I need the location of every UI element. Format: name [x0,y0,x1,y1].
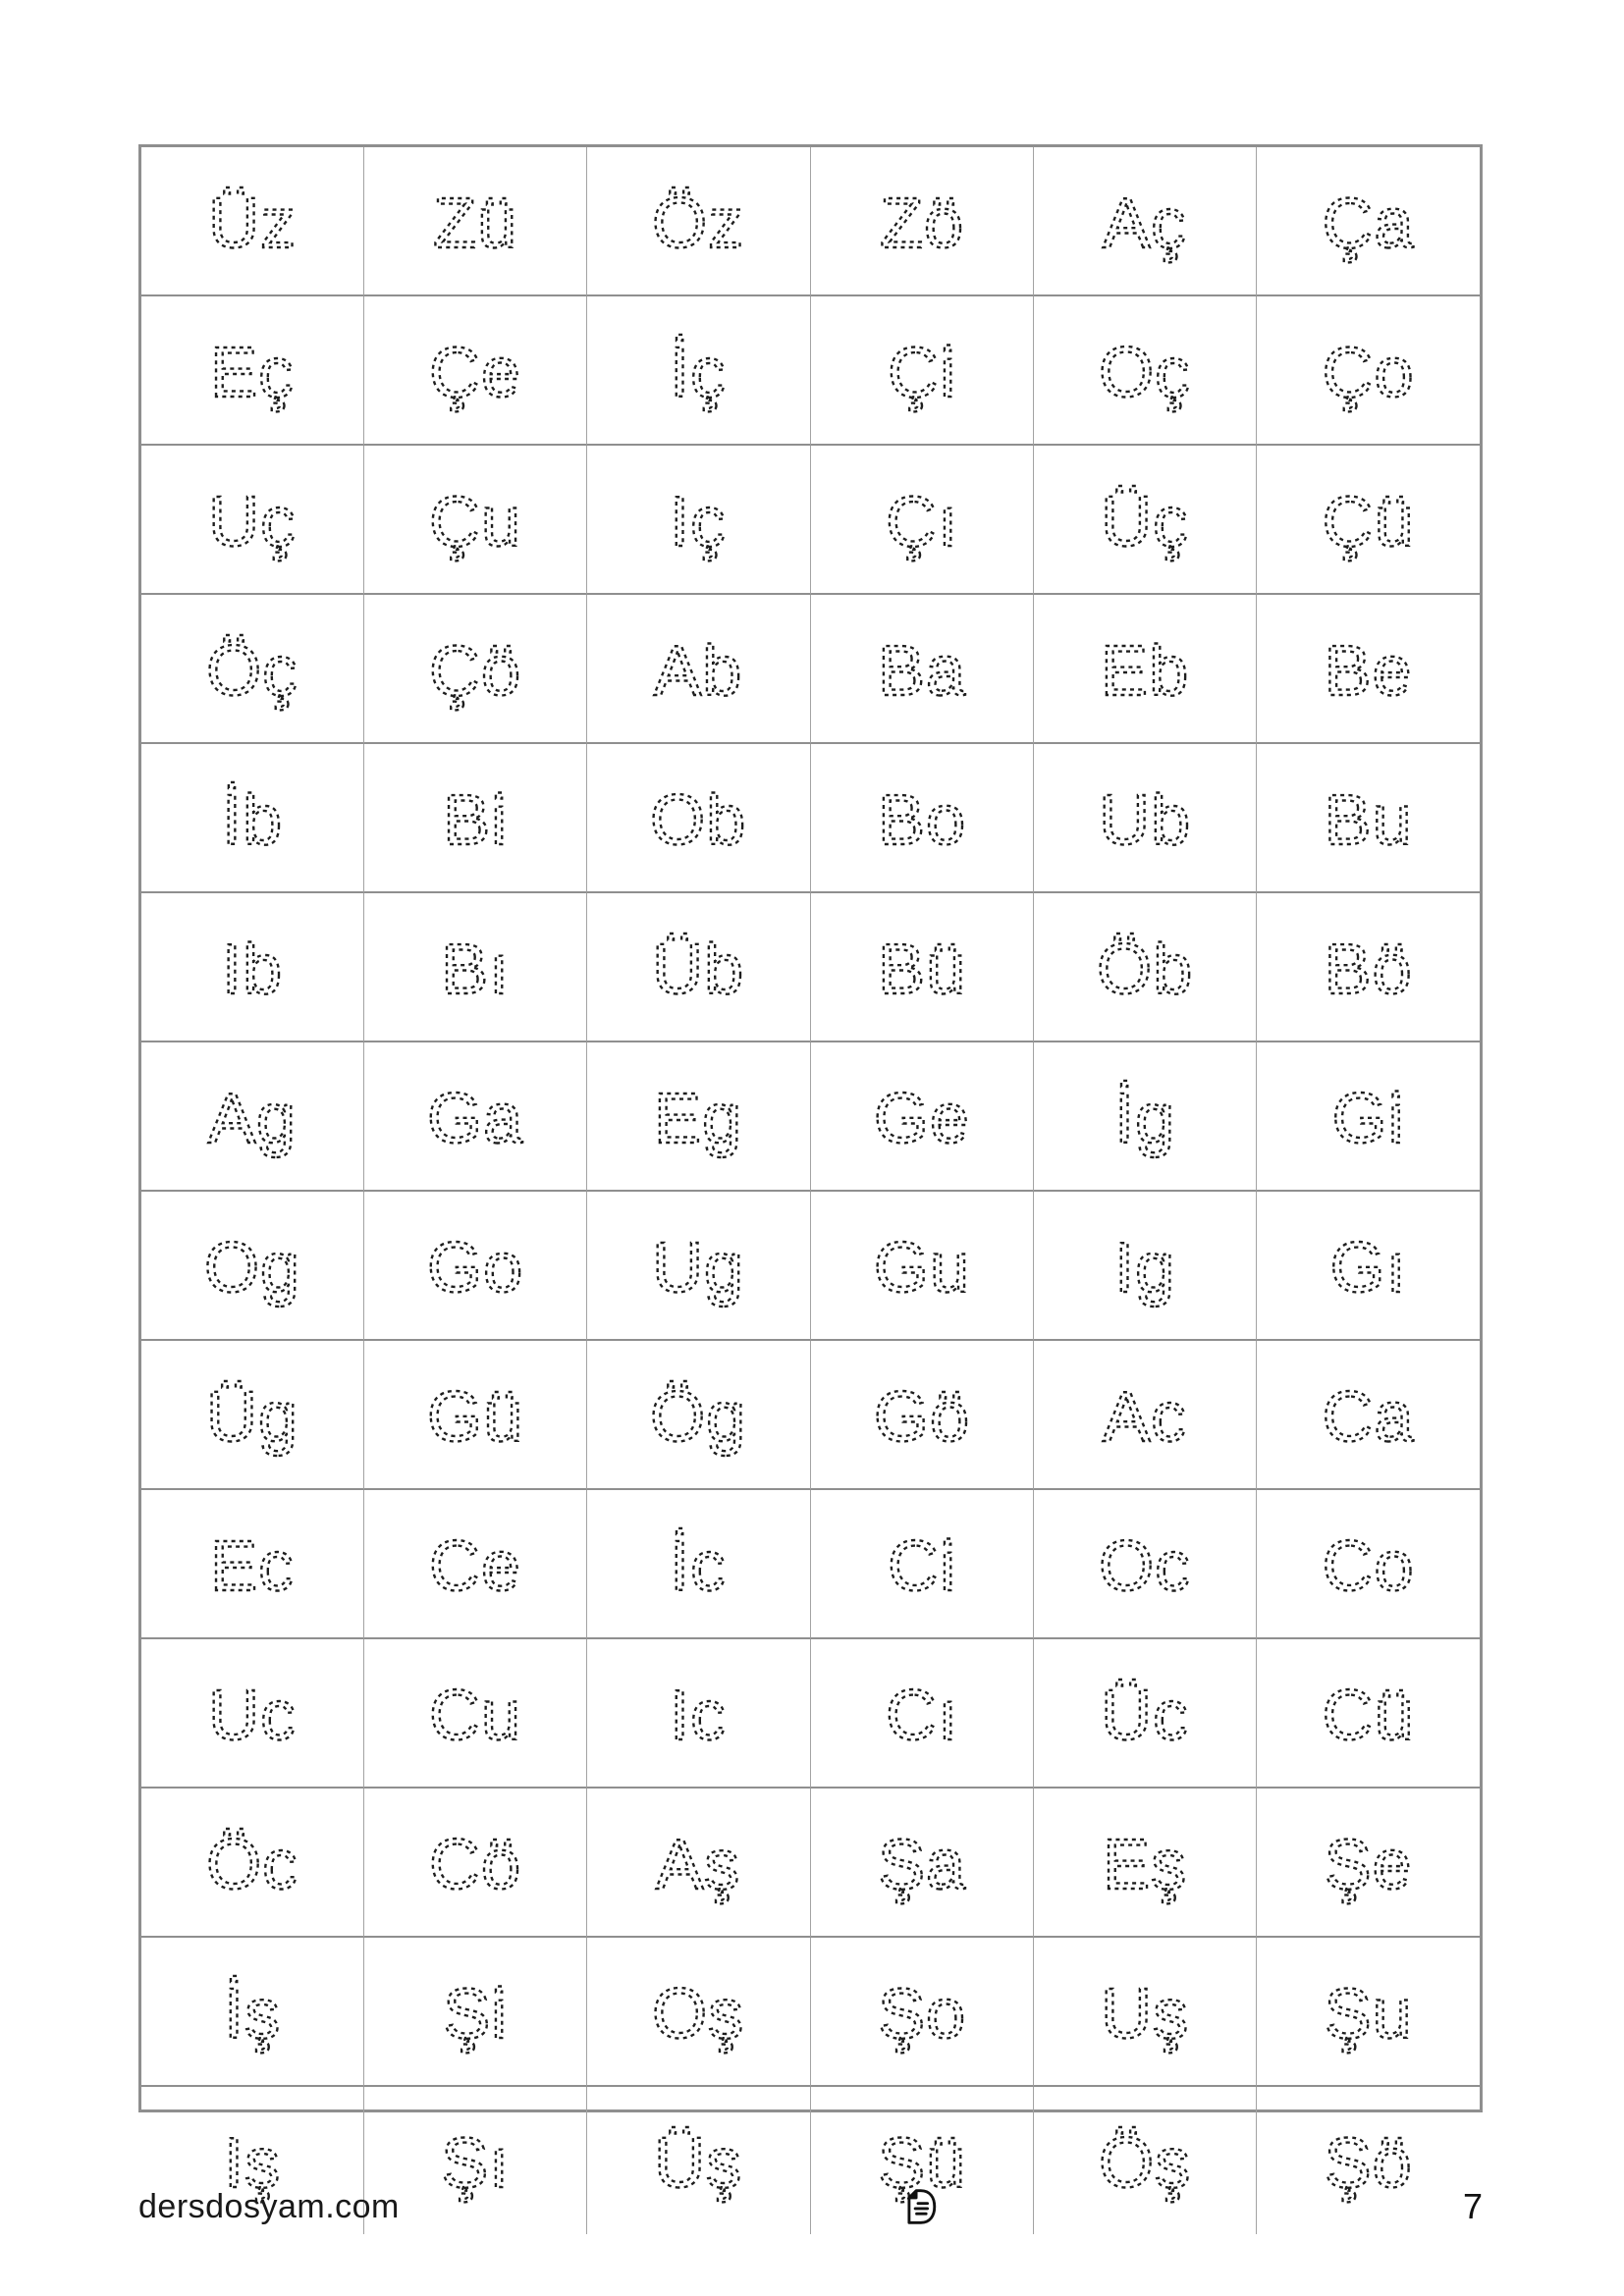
trace-letters-canvas [1034,1938,1256,2085]
trace-letter-pair: Çö [429,632,522,711]
trace-letters-canvas [364,595,586,742]
trace-letters-canvas [1034,446,1256,593]
trace-letter-pair: Aş [656,1826,741,1904]
trace-cell [1034,147,1257,296]
trace-cell [587,1042,810,1192]
trace-letter-pair: Ac [1102,1378,1187,1457]
trace-letter-pair: Ig [1113,1229,1175,1308]
trace-letter-pair: Bi [443,781,509,860]
trace-letters-canvas [587,1639,809,1787]
trace-letters-canvas [364,1341,586,1488]
trace-cell [1257,1192,1480,1341]
trace-letter-pair: Ço [1322,334,1415,412]
trace-cell [1257,1490,1480,1639]
trace-letter-pair: Ce [429,1527,522,1606]
trace-letters-canvas [587,1042,809,1190]
trace-letter-pair: Ga [427,1080,524,1158]
trace-cell [1257,446,1480,595]
trace-cell [364,296,587,446]
trace-letters-canvas [1034,1192,1256,1339]
trace-letter-pair: Gü [427,1378,524,1457]
trace-letter-pair: Og [204,1229,301,1308]
trace-letter-pair: Ib [222,931,284,1009]
trace-cell [364,1639,587,1789]
trace-cell [1034,1639,1257,1789]
trace-letters-canvas [364,1192,586,1339]
trace-letter-pair: Be [1324,632,1413,711]
trace-cell [1034,1341,1257,1490]
trace-cell [364,893,587,1042]
trace-cell [811,595,1034,744]
trace-cell [141,1490,364,1639]
trace-cell [1034,1192,1257,1341]
trace-letter-pair: Üç [1100,483,1189,561]
trace-letters-canvas [811,1789,1033,1936]
trace-cell [141,1192,364,1341]
trace-letter-pair: Şu [1324,1975,1413,2054]
trace-letter-pair: Ic [670,1677,728,1755]
trace-cell [364,446,587,595]
trace-cell [1257,595,1480,744]
trace-letters-canvas [141,1341,363,1488]
trace-letters-canvas [1034,1042,1256,1190]
trace-letter-pair: Üg [206,1378,299,1457]
trace-letter-pair: Üş [654,2124,743,2203]
trace-letter-pair: Zö [879,185,964,263]
trace-letter-pair: Cu [429,1677,522,1755]
trace-letters-canvas [364,147,586,294]
trace-letter-pair: Oç [1098,334,1191,412]
trace-letter-pair: Üz [208,185,298,263]
trace-letters-canvas [1257,1490,1480,1637]
page-number: 7 [1462,2186,1483,2226]
trace-letters-canvas [587,1341,809,1488]
trace-letters-canvas [141,1938,363,2085]
trace-letter-pair: Ög [650,1378,747,1457]
trace-cell [364,1490,587,1639]
trace-cell [587,1341,810,1490]
trace-cell [587,446,810,595]
trace-letters-canvas [364,893,586,1041]
trace-letter-pair: Cö [429,1826,522,1904]
trace-cell [811,446,1034,595]
trace-letters-canvas [1034,296,1256,444]
trace-letter-pair: Go [427,1229,524,1308]
trace-cell [1034,595,1257,744]
trace-letter-pair: Bo [877,781,966,860]
trace-cell [587,1639,810,1789]
trace-cell [364,147,587,296]
trace-cell [141,1341,364,1490]
trace-letter-pair: Eş [1102,1826,1187,1904]
trace-letters-canvas [141,893,363,1041]
trace-letters-canvas [587,1490,809,1637]
trace-letters-canvas [811,893,1033,1041]
trace-letter-pair: İg [1113,1080,1175,1158]
trace-cell [1034,1938,1257,2087]
trace-letter-pair: Öb [1096,931,1193,1009]
trace-letter-pair: Öş [1098,2124,1191,2203]
trace-letters-canvas [811,1490,1033,1637]
trace-letters-canvas [1257,893,1480,1041]
trace-letters-canvas [141,147,363,294]
trace-cell [364,744,587,893]
trace-letter-pair: Çe [429,334,522,412]
trace-letter-pair: Gi [1331,1080,1405,1158]
trace-cell [1257,893,1480,1042]
trace-cell [1257,296,1480,446]
trace-cell [587,1938,810,2087]
footer [138,2181,1483,2232]
trace-letters-canvas [587,446,809,593]
trace-cell [587,296,810,446]
trace-letters-canvas [811,1042,1033,1190]
trace-letters-canvas [141,595,363,742]
trace-cell [141,1789,364,1938]
trace-cell [1257,1341,1480,1490]
trace-cell [364,1341,587,1490]
trace-letter-pair: Cı [885,1677,958,1755]
trace-letters-canvas [1034,147,1256,294]
trace-letters-canvas [811,446,1033,593]
trace-cell [587,1490,810,1639]
trace-cell [1034,446,1257,595]
trace-letter-pair: Cü [1322,1677,1415,1755]
trace-letters-canvas [141,1192,363,1339]
trace-cell [811,1042,1034,1192]
trace-cell [141,595,364,744]
trace-letters-canvas [587,744,809,891]
trace-letters-canvas [587,1192,809,1339]
trace-letters-canvas [141,1490,363,1637]
trace-letters-canvas [141,1639,363,1787]
trace-cell [1034,1042,1257,1192]
trace-cell [811,893,1034,1042]
trace-cell [364,1192,587,1341]
trace-cell [141,446,364,595]
trace-cell [1257,744,1480,893]
trace-letters-canvas [587,1938,809,2085]
trace-letter-pair: Oc [1098,1527,1191,1606]
trace-letter-pair: Iç [670,483,728,561]
trace-cell [141,1639,364,1789]
trace-letter-pair: Iş [224,2124,282,2203]
trace-letters-canvas [1034,744,1256,891]
trace-letter-pair: Gı [1329,1229,1407,1308]
trace-letter-pair: Uc [208,1677,298,1755]
trace-letter-pair: Ab [654,632,743,711]
trace-letter-pair: Şü [877,2124,966,2203]
trace-cell [811,1490,1034,1639]
trace-cell [141,744,364,893]
trace-letters-canvas [587,1789,809,1936]
trace-cell [811,1192,1034,1341]
trace-letters-canvas [1034,1639,1256,1787]
trace-letter-pair: Çü [1322,483,1415,561]
trace-letter-pair: Gö [873,1378,970,1457]
trace-letters-canvas [364,446,586,593]
trace-letters-canvas [811,744,1033,891]
trace-letters-canvas [141,1042,363,1190]
trace-letters-canvas [811,147,1033,294]
trace-cell [811,296,1034,446]
trace-letter-pair: İç [670,334,728,412]
letter-tracing-grid [138,144,1483,2203]
trace-letter-pair: Eç [210,334,296,412]
trace-letters-canvas [811,1192,1033,1339]
trace-letters-canvas [1257,1341,1480,1488]
trace-cell [811,1341,1034,1490]
trace-letters-canvas [1257,595,1480,742]
trace-letters-canvas [364,744,586,891]
footer-website: dersdosyam.com [138,2187,400,2225]
trace-letters-canvas [141,1789,363,1936]
trace-cell [1034,744,1257,893]
trace-letters-canvas [1034,1789,1256,1936]
trace-letter-pair: Bü [877,931,966,1009]
trace-cell [587,744,810,893]
trace-cell [364,1789,587,1938]
trace-cell [1034,296,1257,446]
trace-letter-pair: Oş [652,1975,745,2054]
trace-letter-pair: İc [670,1527,728,1606]
trace-cell [811,1938,1034,2087]
trace-letter-pair: Ge [873,1080,970,1158]
trace-letter-pair: Co [1322,1527,1415,1606]
trace-letters-canvas [1257,446,1480,593]
trace-letter-pair: Şi [443,1975,509,2054]
trace-letters-canvas [811,1341,1033,1488]
trace-letters-canvas [1034,893,1256,1041]
trace-cell [1257,147,1480,296]
trace-cell [587,1789,810,1938]
trace-letter-pair: Uç [208,483,298,561]
trace-letters-canvas [1257,147,1480,294]
trace-letter-pair: Çı [885,483,958,561]
trace-letters-canvas [1257,1639,1480,1787]
trace-cell [1257,1639,1480,1789]
trace-letters-canvas [587,147,809,294]
trace-letters-canvas [1034,595,1256,742]
trace-letters-canvas [364,296,586,444]
trace-letter-pair: Öc [206,1826,299,1904]
trace-cell [587,595,810,744]
trace-letter-pair: Ca [1322,1378,1415,1457]
trace-letter-pair: Şe [1324,1826,1413,1904]
trace-letter-pair: Ub [1098,781,1191,860]
trace-letter-pair: Ba [877,632,966,711]
trace-letter-pair: Üb [652,931,745,1009]
trace-letters-canvas [811,1938,1033,2085]
trace-letters-canvas [1257,296,1480,444]
trace-letter-pair: Ça [1322,185,1415,263]
trace-letters-canvas [364,1042,586,1190]
trace-letter-pair: Öç [206,632,299,711]
trace-letter-pair: Bı [441,931,511,1009]
trace-letters-canvas [1034,1490,1256,1637]
trace-letters-canvas [587,296,809,444]
trace-cell [141,296,364,446]
trace-letters-canvas [141,296,363,444]
trace-letter-pair: Ag [208,1080,298,1158]
trace-cell [141,1938,364,2087]
trace-cell [1034,893,1257,1042]
trace-cell [1034,1490,1257,1639]
trace-letters-canvas [1257,1042,1480,1190]
trace-letter-pair: Zü [433,185,518,263]
trace-letters-canvas [1034,1341,1256,1488]
trace-cell [364,595,587,744]
trace-letter-pair: Çu [429,483,522,561]
trace-letter-pair: Ec [210,1527,296,1606]
trace-letter-pair: Aç [1102,185,1187,263]
trace-letters-canvas [587,893,809,1041]
trace-letter-pair: İb [222,781,284,860]
trace-letter-pair: Şı [441,2124,511,2203]
trace-cell [1257,1042,1480,1192]
trace-letter-pair: Eb [1100,632,1189,711]
trace-letter-pair: İş [224,1975,282,2054]
document-icon [895,2184,941,2229]
trace-letter-pair: Gu [873,1229,970,1308]
trace-letters-canvas [141,744,363,891]
trace-cell [141,1042,364,1192]
trace-letter-pair: Uş [1100,1975,1189,2054]
trace-cell [364,1042,587,1192]
trace-letters-canvas [1257,1789,1480,1936]
trace-cell [587,1192,810,1341]
trace-cell [1257,1938,1480,2087]
trace-letters-canvas [811,296,1033,444]
trace-cell [811,1789,1034,1938]
trace-letters-canvas [364,1789,586,1936]
trace-cell [141,147,364,296]
trace-letters-canvas [141,446,363,593]
trace-cell [1257,1789,1480,1938]
trace-cell [811,744,1034,893]
trace-letters-canvas [364,1490,586,1637]
trace-cell [587,147,810,296]
trace-letter-pair: Eg [654,1080,743,1158]
trace-letter-pair: Şo [877,1975,966,2054]
trace-letter-pair: Şö [1324,2124,1413,2203]
trace-letters-canvas [364,1938,586,2085]
trace-cell [811,1639,1034,1789]
trace-letter-pair: Ci [887,1527,956,1606]
trace-letters-canvas [811,595,1033,742]
trace-letter-pair: Ug [652,1229,745,1308]
trace-cell [141,893,364,1042]
trace-cell [587,893,810,1042]
trace-letters-canvas [1257,1938,1480,2085]
trace-letters-canvas [811,1639,1033,1787]
trace-letter-pair: Şa [877,1826,966,1904]
trace-cell [364,1938,587,2087]
trace-letter-pair: Öz [652,185,745,263]
trace-letter-pair: Bu [1324,781,1413,860]
trace-letters-canvas [587,595,809,742]
trace-letters-canvas [1257,1192,1480,1339]
trace-cell [1034,1789,1257,1938]
trace-letter-pair: Çi [887,334,956,412]
trace-letter-pair: Ob [650,781,747,860]
trace-letters-canvas [364,1639,586,1787]
trace-letter-pair: Üc [1100,1677,1189,1755]
trace-cell [811,147,1034,296]
trace-letter-pair: Bö [1324,931,1413,1009]
trace-letters-canvas [1257,744,1480,891]
